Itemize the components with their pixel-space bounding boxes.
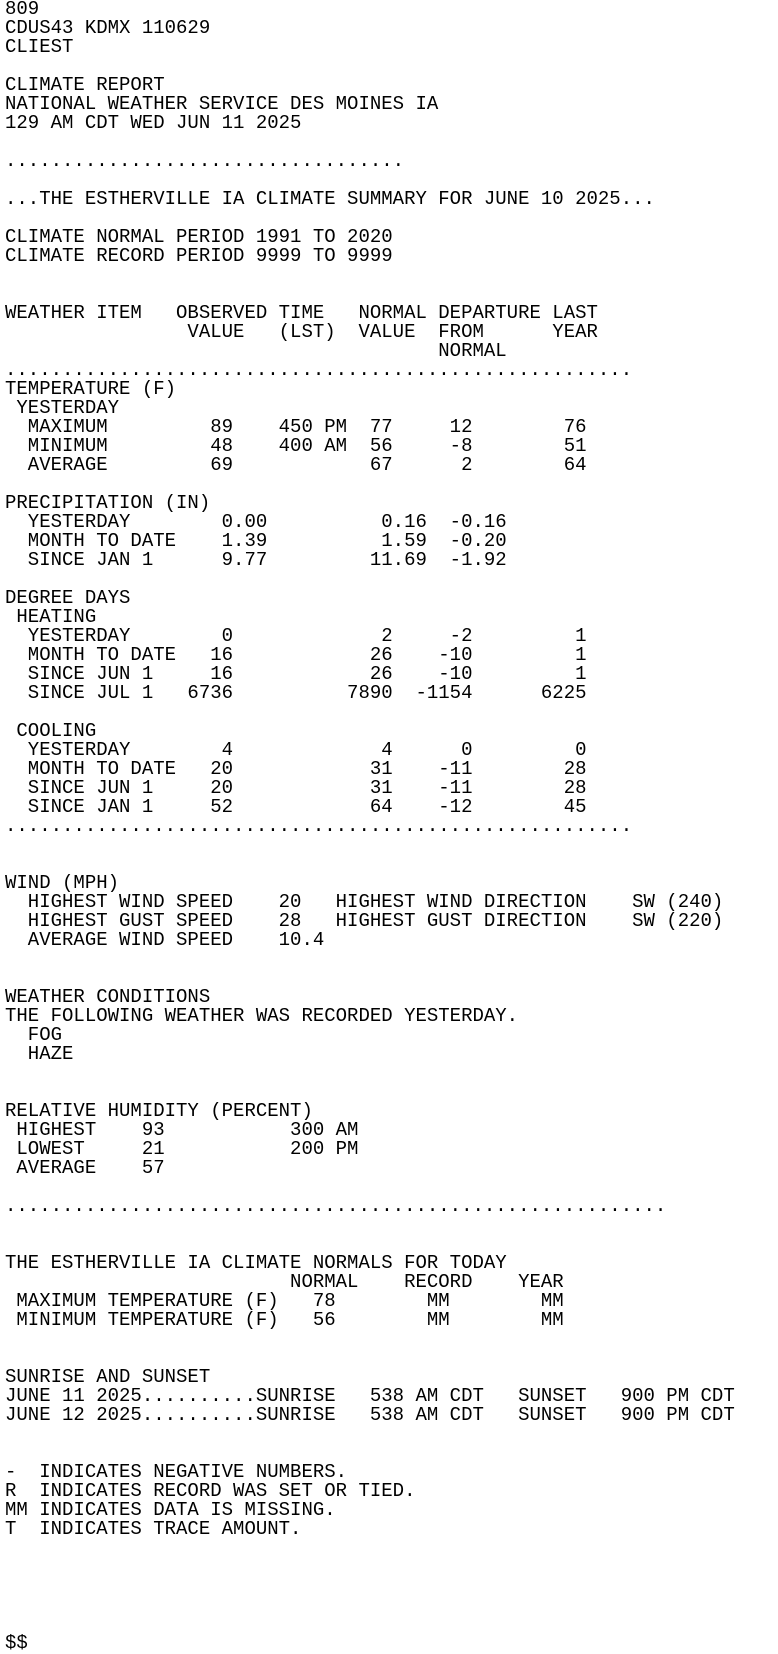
report-line: MONTH TO DATE 20 31 -11 28 bbox=[5, 758, 587, 780]
report-line bbox=[5, 1539, 778, 1558]
report-line: .......................................................... bbox=[5, 1195, 667, 1217]
report-line: SINCE JAN 1 9.77 11.69 -1.92 bbox=[5, 549, 507, 571]
report-line: 129 AM CDT WED JUN 11 2025 bbox=[5, 112, 302, 134]
report-line bbox=[5, 1577, 778, 1596]
report-line: HEATING bbox=[5, 606, 97, 628]
report-line bbox=[5, 703, 778, 722]
report-line: AVERAGE 69 67 2 64 bbox=[5, 454, 587, 476]
report-line: AVERAGE 57 bbox=[5, 1157, 165, 1179]
report-line: SINCE JUN 1 16 26 -10 1 bbox=[5, 663, 587, 685]
report-line: NORMAL bbox=[5, 340, 507, 362]
report-line: COOLING bbox=[5, 720, 97, 742]
report-line bbox=[5, 1615, 778, 1634]
report-line: MINIMUM 48 400 AM 56 -8 51 bbox=[5, 435, 587, 457]
report-line bbox=[5, 855, 778, 874]
report-line: T INDICATES TRACE AMOUNT. bbox=[5, 1518, 302, 1540]
report-line bbox=[5, 950, 778, 969]
report-line: FOG bbox=[5, 1024, 63, 1046]
report-line: MINIMUM TEMPERATURE (F) 56 MM MM bbox=[5, 1309, 564, 1331]
report-line bbox=[5, 1596, 778, 1615]
report-line: CLIMATE REPORT bbox=[5, 74, 165, 96]
report-line: MM INDICATES DATA IS MISSING. bbox=[5, 1499, 336, 1521]
report-line: ...THE ESTHERVILLE IA CLIMATE SUMMARY FOR JUNE 10 2025... bbox=[5, 188, 655, 210]
report-line: MONTH TO DATE 1.39 1.59 -0.20 bbox=[5, 530, 507, 552]
report-line bbox=[5, 1330, 778, 1349]
report-line: 809 bbox=[5, 0, 40, 20]
report-line: WEATHER ITEM OBSERVED TIME NORMAL DEPARTURE LAST bbox=[5, 302, 598, 324]
report-line: DEGREE DAYS bbox=[5, 587, 131, 609]
report-line: MAXIMUM 89 450 PM 77 12 76 bbox=[5, 416, 587, 438]
report-line: WEATHER CONDITIONS bbox=[5, 986, 211, 1008]
report-line: CLIEST bbox=[5, 36, 74, 58]
report-line: RELATIVE HUMIDITY (PERCENT) bbox=[5, 1100, 313, 1122]
report-line bbox=[5, 1558, 778, 1577]
report-line bbox=[5, 1425, 778, 1444]
report-line: PRECIPITATION (IN) bbox=[5, 492, 211, 514]
report-line: YESTERDAY 4 4 0 0 bbox=[5, 739, 587, 761]
report-line: NATIONAL WEATHER SERVICE DES MOINES IA bbox=[5, 93, 439, 115]
report-line: HIGHEST GUST SPEED 28 HIGHEST GUST DIRECTION SW (220) bbox=[5, 910, 724, 932]
report-line: - INDICATES NEGATIVE NUMBERS. bbox=[5, 1461, 348, 1483]
report-line: LOWEST 21 200 PM bbox=[5, 1138, 359, 1160]
report-line: YESTERDAY 0.00 0.16 -0.16 bbox=[5, 511, 507, 533]
report-line: MAXIMUM TEMPERATURE (F) 78 MM MM bbox=[5, 1290, 564, 1312]
report-line: $$ bbox=[5, 1632, 28, 1654]
report-line: YESTERDAY 0 2 -2 1 bbox=[5, 625, 587, 647]
report-line: ................................... bbox=[5, 150, 405, 172]
report-line: SINCE JUL 1 6736 7890 -1154 6225 bbox=[5, 682, 587, 704]
report-line: VALUE (LST) VALUE FROM YEAR bbox=[5, 321, 598, 343]
report-line: CDUS43 KDMX 110629 bbox=[5, 17, 211, 39]
report-line: THE FOLLOWING WEATHER WAS RECORDED YESTERDAY. bbox=[5, 1005, 519, 1027]
report-line bbox=[5, 266, 778, 285]
report-line: CLIMATE NORMAL PERIOD 1991 TO 2020 bbox=[5, 226, 393, 248]
report-line bbox=[5, 1216, 778, 1235]
report-line bbox=[5, 836, 778, 855]
report-line: SINCE JUN 1 20 31 -11 28 bbox=[5, 777, 587, 799]
report-line: JUNE 11 2025..........SUNRISE 538 AM CDT SUNSET 900 PM CDT bbox=[5, 1385, 735, 1407]
report-line: THE ESTHERVILLE IA CLIMATE NORMALS FOR TODAY bbox=[5, 1252, 507, 1274]
report-line: HIGHEST WIND SPEED 20 HIGHEST WIND DIRECTION SW (240) bbox=[5, 891, 724, 913]
report-line: WIND (MPH) bbox=[5, 872, 120, 894]
report-line: HAZE bbox=[5, 1043, 74, 1065]
report-line: MONTH TO DATE 16 26 -10 1 bbox=[5, 644, 587, 666]
report-line: ....................................................... bbox=[5, 359, 633, 381]
report-line: R INDICATES RECORD WAS SET OR TIED. bbox=[5, 1480, 416, 1502]
report-line: JUNE 12 2025..........SUNRISE 538 AM CDT SUNSET 900 PM CDT bbox=[5, 1404, 735, 1426]
report-line: YESTERDAY bbox=[5, 397, 120, 419]
report-line: AVERAGE WIND SPEED 10.4 bbox=[5, 929, 325, 951]
report-line: ....................................................... bbox=[5, 815, 633, 837]
report-line bbox=[5, 1064, 778, 1083]
report-line: NORMAL RECORD YEAR bbox=[5, 1271, 564, 1293]
report-line: SUNRISE AND SUNSET bbox=[5, 1366, 211, 1388]
report-line: HIGHEST 93 300 AM bbox=[5, 1119, 359, 1141]
report-line: CLIMATE RECORD PERIOD 9999 TO 9999 bbox=[5, 245, 393, 267]
report-line: TEMPERATURE (F) bbox=[5, 378, 177, 400]
report-line: SINCE JAN 1 52 64 -12 45 bbox=[5, 796, 587, 818]
